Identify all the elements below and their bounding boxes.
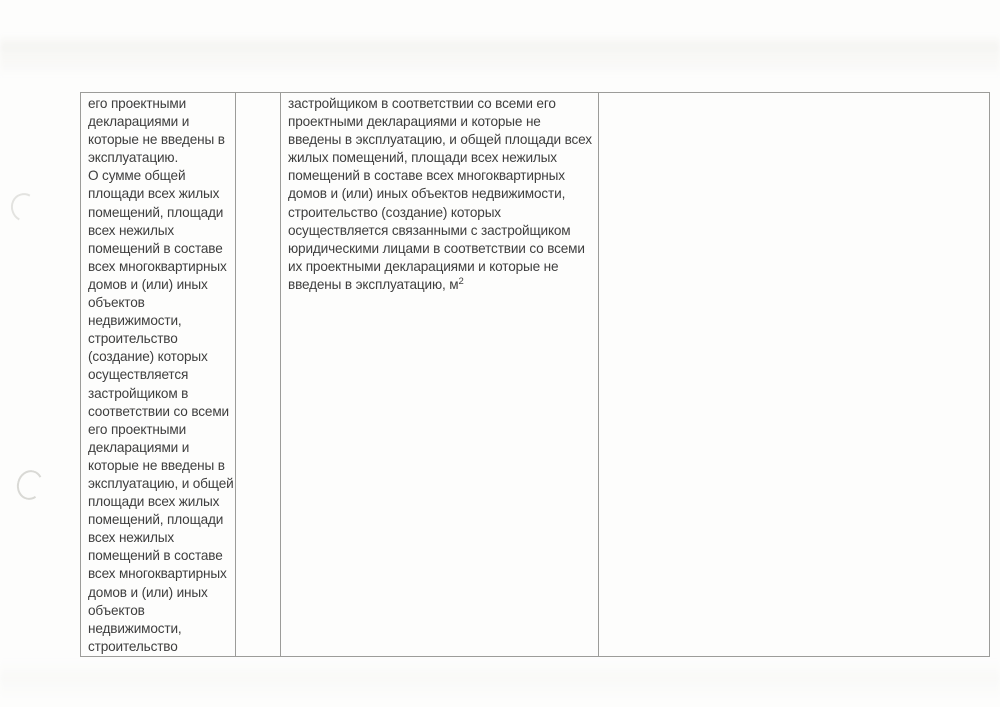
scan-artifact-band-bottom bbox=[0, 660, 1000, 700]
table-cell-narrow-empty bbox=[236, 93, 281, 656]
scan-artifact-curl-lower bbox=[14, 467, 46, 502]
text-line: помещений в составе всех многоквартирных bbox=[288, 168, 565, 184]
text-line: помещений, площади bbox=[88, 204, 224, 220]
text-line: застройщиком в bbox=[88, 385, 189, 401]
text-line: эксплуатацию. bbox=[88, 150, 179, 166]
declaration-table-fragment bbox=[80, 92, 990, 657]
text-line: всех нежилых bbox=[88, 222, 175, 238]
table-cell-left-description bbox=[81, 93, 236, 656]
text-line: недвижимости, bbox=[88, 620, 182, 636]
text-line: жилых помещений, площади всех нежилых bbox=[288, 150, 557, 166]
scan-artifact-curl-upper bbox=[7, 190, 42, 226]
text-line: введены в эксплуатацию, и общей площади всех bbox=[288, 132, 592, 148]
text-line: помещений, площади bbox=[88, 512, 224, 528]
table-cell-value-empty bbox=[599, 93, 989, 656]
text-line: строительство bbox=[88, 331, 178, 347]
text-line: эксплуатацию, и общей bbox=[88, 475, 234, 491]
text-line: помещений в составе bbox=[88, 548, 223, 564]
text-line: (создание) которых bbox=[88, 349, 208, 365]
text-line: которые не введены в bbox=[88, 132, 225, 148]
text-line: которые не введены в bbox=[88, 457, 225, 473]
text-line: строительство (создание) которых bbox=[288, 204, 501, 220]
text-line: соответствии со всеми bbox=[88, 403, 229, 419]
text-line: домов и (или) иных bbox=[88, 276, 208, 292]
text-line: его проектными bbox=[88, 421, 187, 437]
text-line: строительство bbox=[88, 638, 178, 654]
text-line: помещений в составе bbox=[88, 240, 223, 256]
table-cell-center-description bbox=[281, 93, 599, 656]
text-line: площади всех жилых bbox=[88, 186, 220, 202]
text-line: декларациями и bbox=[88, 439, 190, 455]
text-line: домов и (или) иных bbox=[88, 584, 208, 600]
text-line: О сумме общей bbox=[88, 168, 186, 184]
text-line: площади всех жилых bbox=[88, 494, 220, 510]
text-line: осуществляется bbox=[88, 367, 189, 383]
text-line: декларациями и bbox=[88, 114, 190, 130]
text-line: всех нежилых bbox=[88, 530, 175, 546]
text-line: их проектными декларациями и которые не bbox=[288, 258, 559, 274]
text-line: объектов bbox=[88, 602, 145, 618]
text-line: введены в эксплуатацию, $м^2$ bbox=[288, 275, 464, 292]
text-line: домов и (или) иных объектов недвижимости, bbox=[288, 186, 566, 202]
text-line: застройщиком в соответствии со всеми его bbox=[288, 96, 556, 111]
superscript-unit: 2 bbox=[458, 275, 464, 287]
text-line: осуществляется связанными с застройщиком bbox=[288, 222, 571, 238]
text-line: проектными декларациями и которые не bbox=[288, 114, 541, 130]
text-line: объектов bbox=[88, 295, 145, 311]
scan-artifact-band-top bbox=[0, 34, 1000, 76]
text-line: всех многоквартирных bbox=[88, 258, 227, 274]
text-line: юридическими лицами в соответствии со всеми bbox=[288, 240, 585, 256]
text-line: его проектными bbox=[88, 96, 187, 111]
text-line: недвижимости, bbox=[88, 313, 182, 329]
text-line: всех многоквартирных bbox=[88, 566, 227, 582]
